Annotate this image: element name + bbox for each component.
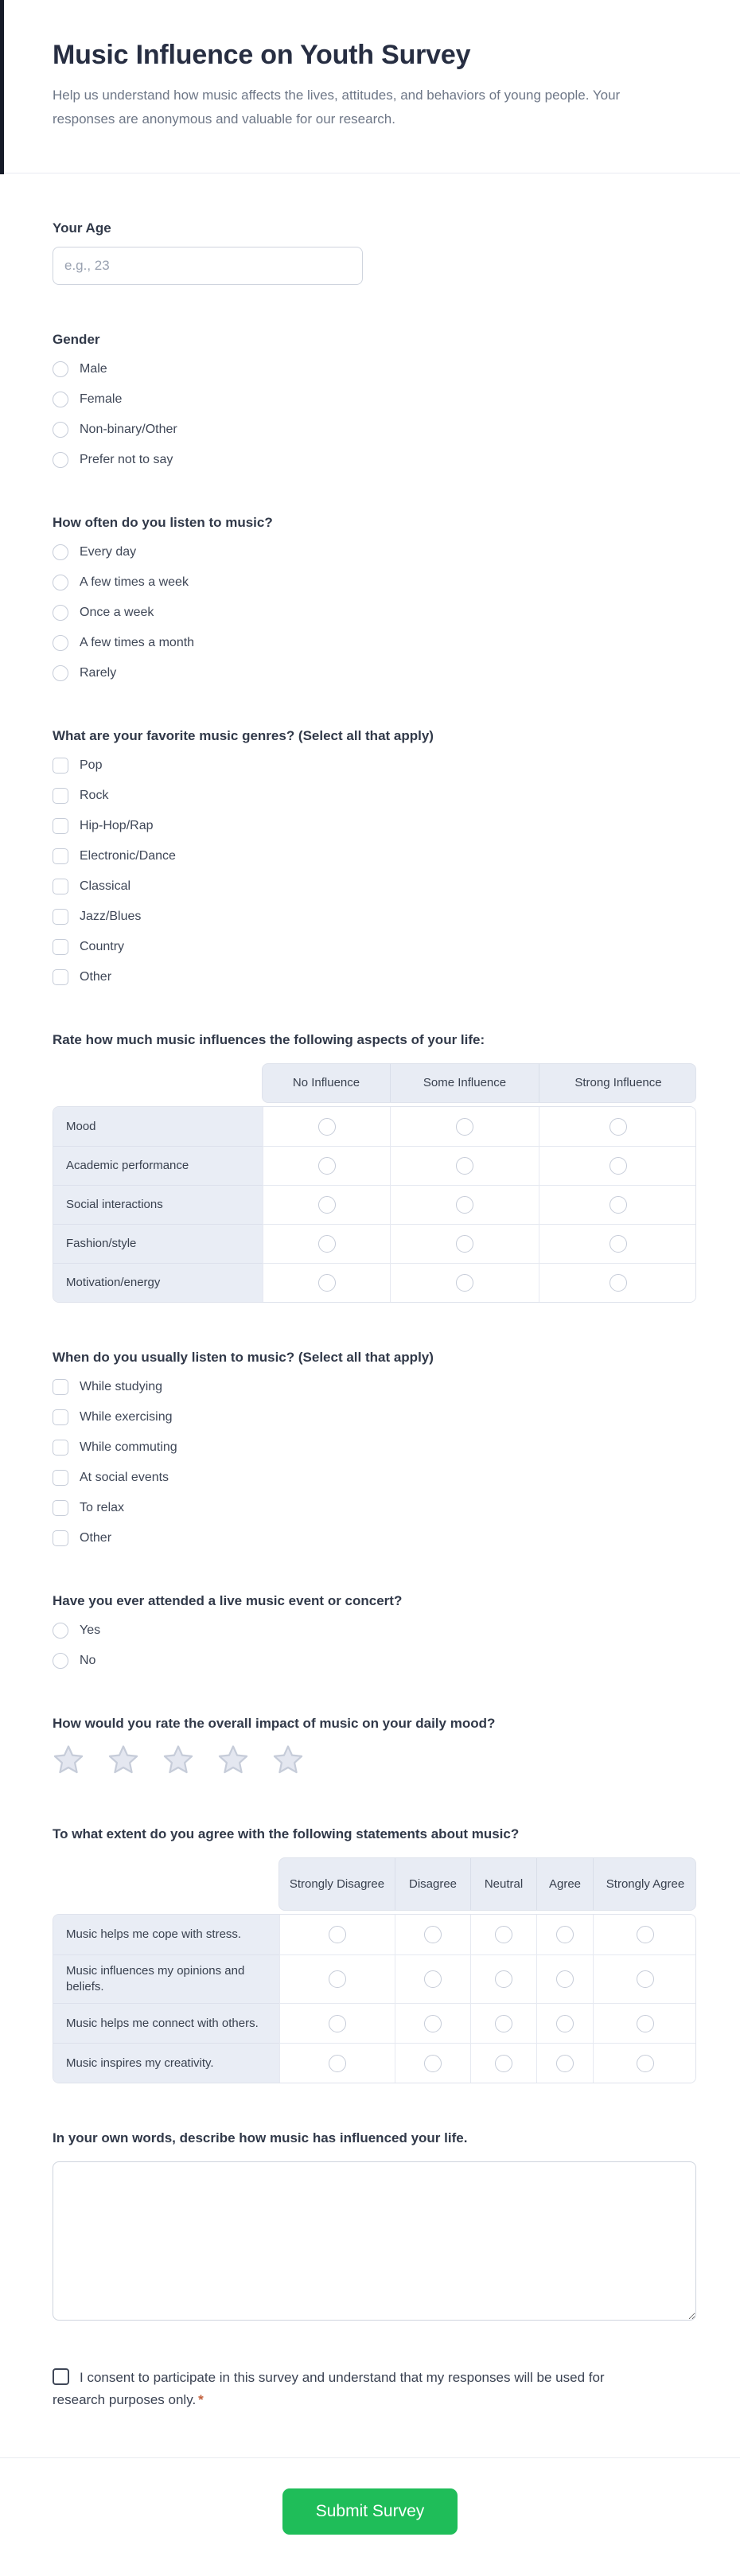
option-label: Other [80,970,112,984]
radio-icon[interactable] [637,1970,654,1988]
radio-icon[interactable] [610,1235,627,1253]
matrix-row-label: Music helps me connect with others. [53,2003,279,2043]
option-label: A few times a month [80,636,195,649]
radio-option[interactable] [53,452,696,468]
matrix-row-label: Music helps me cope with stress. [53,1915,279,1954]
matrix-body [53,1914,696,2083]
checkbox-option[interactable] [53,939,696,955]
question-label: Have you ever attended a live music event or concert? [53,1593,403,1608]
checkbox-option[interactable] [53,818,696,834]
radio-icon[interactable] [424,1926,442,1943]
matrix-cell[interactable] [390,1146,539,1185]
matrix-cell[interactable] [536,1954,593,2003]
radio-icon[interactable] [456,1235,473,1253]
frequency-options [53,544,696,681]
radio-icon[interactable] [495,2015,512,2032]
option-label: At social events [80,1471,169,1484]
form-footer [0,2457,740,2576]
gender-options [53,361,696,468]
radio-icon[interactable] [456,1118,473,1136]
radio-icon[interactable] [556,2055,574,2072]
radio-icon[interactable] [318,1235,336,1253]
option-label: Hip-Hop/Rap [80,819,154,832]
matrix-cell[interactable] [593,1915,696,1954]
checkbox-option[interactable] [53,1530,696,1546]
consent-label: I consent to participate in this survey and understand that my responses will be used for research purposes only. [53,2370,605,2407]
checkbox-option[interactable] [53,1409,696,1425]
star-icon[interactable] [53,1745,84,1779]
matrix-column-header: Some Influence [390,1064,539,1102]
radio-icon[interactable] [318,1196,336,1214]
radio-icon[interactable] [53,635,68,651]
question-age [53,220,696,285]
option-label: Prefer not to say [80,453,173,466]
checkbox-icon[interactable] [53,758,68,774]
matrix-column-header: Neutral [470,1858,536,1910]
checkbox-option[interactable] [53,1440,696,1456]
survey-form [0,220,740,2411]
checkbox-option[interactable] [53,848,696,864]
checkbox-icon[interactable] [53,1379,68,1395]
matrix-cell[interactable] [263,1224,390,1263]
radio-icon[interactable] [637,2055,654,2072]
radio-icon[interactable] [556,1970,574,1988]
option-label: Pop [80,758,103,772]
radio-icon[interactable] [329,2015,346,2032]
checkbox-icon[interactable] [53,969,68,985]
checkbox-option[interactable] [53,788,696,804]
checkbox-icon[interactable] [53,939,68,955]
radio-icon[interactable] [610,1157,627,1175]
checkbox-option[interactable] [53,1379,696,1395]
radio-icon[interactable] [53,452,68,468]
matrix-cell[interactable] [593,2043,696,2083]
matrix-row-label: Music influences my opinions and beliefs. [53,1954,279,2003]
required-asterisk: * [198,2392,204,2407]
radio-icon[interactable] [318,1118,336,1136]
question-listen-contexts [53,1349,696,1546]
matrix-cell[interactable] [395,2043,470,2083]
matrix-cell[interactable] [593,1954,696,2003]
matrix-row-label: Academic performance [53,1146,263,1185]
matrix-header-row [262,1063,696,1103]
checkbox-icon[interactable] [53,1440,68,1456]
option-label: Every day [80,545,137,559]
radio-option[interactable] [53,635,696,651]
question-genres [53,727,696,985]
question-agreement-matrix [53,1826,696,2083]
option-label: Rarely [80,666,117,680]
radio-option[interactable] [53,665,696,681]
matrix-cell[interactable] [470,2003,536,2043]
consent-checkbox[interactable] [53,2368,69,2385]
star-icon[interactable] [162,1745,194,1779]
radio-icon[interactable] [495,1926,512,1943]
question-label: What are your favorite music genres? (Select all that apply) [53,728,434,743]
matrix-cell[interactable] [263,1185,390,1224]
radio-icon[interactable] [53,605,68,621]
question-label: When do you usually listen to music? (Select all that apply) [53,1350,434,1365]
star-icon[interactable] [217,1745,249,1779]
question-gender [53,331,696,468]
checkbox-option[interactable] [53,879,696,894]
radio-icon[interactable] [53,392,68,407]
question-influence-matrix [53,1031,696,1303]
window-edge-artifact [0,0,4,174]
matrix-column-header: Strongly Agree [593,1858,696,1910]
radio-icon[interactable] [53,544,68,560]
matrix-cell[interactable] [395,2003,470,2043]
radio-icon[interactable] [456,1196,473,1214]
matrix-cell[interactable] [279,1954,395,2003]
radio-icon[interactable] [456,1274,473,1292]
option-label: While commuting [80,1440,177,1454]
matrix-cell[interactable] [536,1915,593,1954]
listen-context-options [53,1379,696,1546]
page-title: Music Influence on Youth Survey [53,40,471,70]
checkbox-option[interactable] [53,909,696,925]
matrix-cell[interactable] [279,1915,395,1954]
option-label: No [80,1654,96,1667]
checkbox-option[interactable] [53,1470,696,1486]
matrix-cell[interactable] [390,1263,539,1302]
matrix-column-header: Agree [536,1858,593,1910]
checkbox-icon[interactable] [53,1500,68,1516]
radio-option[interactable] [53,544,696,560]
open-ended-textarea[interactable] [53,2161,696,2321]
radio-option[interactable] [53,422,696,438]
radio-icon[interactable] [53,1623,68,1639]
radio-icon[interactable] [329,1970,346,1988]
matrix-cell[interactable] [279,2043,395,2083]
radio-option[interactable] [53,575,696,590]
matrix-row-label: Motivation/energy [53,1263,263,1302]
concert-options [53,1623,696,1669]
star-icon[interactable] [107,1745,139,1779]
question-open-ended [53,2130,696,2321]
radio-icon[interactable] [53,422,68,438]
checkbox-icon[interactable] [53,788,68,804]
matrix-column-header: Strongly Disagree [289,1876,385,1891]
checkbox-option[interactable] [53,758,696,774]
matrix-cell[interactable] [539,1224,696,1263]
option-label: Once a week [80,606,154,619]
checkbox-option[interactable] [53,969,696,985]
question-label: In your own words, describe how music has influenced your life. [53,2130,468,2145]
question-label: How often do you listen to music? [53,515,273,530]
matrix-cell[interactable] [263,1146,390,1185]
option-label: Classical [80,879,131,893]
radio-icon[interactable] [329,2055,346,2072]
matrix-cell[interactable] [470,2043,536,2083]
matrix-cell[interactable] [263,1263,390,1302]
matrix-body [53,1106,696,1303]
influence-matrix [53,1063,696,1303]
radio-icon[interactable] [53,1653,68,1669]
matrix-cell[interactable] [390,1107,539,1146]
matrix-row-label: Mood [53,1107,263,1146]
radio-icon[interactable] [318,1274,336,1292]
matrix-cell[interactable] [470,1915,536,1954]
matrix-row-label: Social interactions [53,1185,263,1224]
question-mood-rating [53,1715,696,1779]
matrix-column-header: Strong Influence [539,1064,696,1102]
question-label: To what extent do you agree with the following statements about music? [53,1826,520,1841]
option-label: Male [80,362,107,376]
survey-header [0,0,740,173]
matrix-column-header: Disagree [395,1858,470,1910]
radio-icon[interactable] [456,1157,473,1175]
submit-survey-button[interactable]: Submit Survey [282,2488,458,2535]
radio-icon[interactable] [53,361,68,377]
radio-icon[interactable] [610,1118,627,1136]
radio-option[interactable] [53,605,696,621]
consent-section [53,2367,610,2411]
checkbox-icon[interactable] [53,1470,68,1486]
radio-icon[interactable] [610,1274,627,1292]
radio-option[interactable] [53,1653,696,1669]
radio-icon[interactable] [424,2055,442,2072]
radio-icon[interactable] [424,1970,442,1988]
radio-icon[interactable] [53,665,68,681]
option-label: A few times a week [80,575,189,589]
checkbox-icon[interactable] [53,879,68,894]
matrix-cell[interactable] [395,1915,470,1954]
matrix-cell[interactable] [395,1954,470,2003]
radio-icon[interactable] [318,1157,336,1175]
option-label: While studying [80,1380,163,1393]
matrix-cell[interactable] [539,1185,696,1224]
radio-option[interactable] [53,361,696,377]
matrix-row-label: Music inspires my creativity. [53,2043,279,2083]
question-concert [53,1592,696,1669]
checkbox-icon[interactable] [53,1409,68,1425]
age-input[interactable] [53,247,363,285]
radio-icon[interactable] [556,2015,574,2032]
option-label: Electronic/Dance [80,849,176,863]
checkbox-icon[interactable] [53,848,68,864]
option-label: Non-binary/Other [80,423,177,436]
radio-option[interactable] [53,1623,696,1639]
matrix-row-label: Fashion/style [53,1224,263,1263]
radio-icon[interactable] [556,1926,574,1943]
matrix-cell[interactable] [536,2003,593,2043]
radio-icon[interactable] [610,1196,627,1214]
matrix-cell[interactable] [279,2003,395,2043]
radio-icon[interactable] [53,575,68,590]
question-label: How would you rate the overall impact of music on your daily mood? [53,1716,496,1731]
option-label: Jazz/Blues [80,910,142,923]
agreement-matrix [53,1857,696,2083]
option-label: Female [80,392,123,406]
matrix-cell[interactable] [390,1224,539,1263]
option-label: While exercising [80,1410,173,1424]
matrix-cell[interactable] [539,1146,696,1185]
radio-icon[interactable] [495,1970,512,1988]
radio-icon[interactable] [329,1926,346,1943]
radio-icon[interactable] [424,2015,442,2032]
option-label: Other [80,1531,112,1545]
matrix-header-row [278,1857,696,1911]
option-label: To relax [80,1501,125,1514]
radio-icon[interactable] [637,1926,654,1943]
option-label: Rock [80,789,109,802]
star-icon[interactable] [272,1745,304,1779]
matrix-column-header: No Influence [292,1076,360,1089]
question-frequency [53,514,696,681]
page-subtitle: Help us understand how music affects the lives, attitudes, and behaviors of young people. Your responses are anonymous and valuable for our research. [53,88,621,127]
option-label: Country [80,940,125,953]
star-rating [53,1745,696,1779]
matrix-cell[interactable] [536,2043,593,2083]
radio-icon[interactable] [637,2015,654,2032]
question-label: Gender [53,332,100,347]
question-label: Your Age [53,220,111,236]
checkbox-option[interactable] [53,1500,696,1516]
matrix-cell[interactable] [470,1954,536,2003]
matrix-cell[interactable] [263,1107,390,1146]
checkbox-icon[interactable] [53,909,68,925]
radio-icon[interactable] [495,2055,512,2072]
checkbox-icon[interactable] [53,1530,68,1546]
matrix-cell[interactable] [593,2003,696,2043]
matrix-cell[interactable] [539,1263,696,1302]
option-label: Yes [80,1623,101,1637]
radio-option[interactable] [53,392,696,407]
checkbox-icon[interactable] [53,818,68,834]
matrix-cell[interactable] [539,1107,696,1146]
question-label: Rate how much music influences the following aspects of your life: [53,1032,485,1047]
matrix-cell[interactable] [390,1185,539,1224]
genre-options [53,758,696,985]
